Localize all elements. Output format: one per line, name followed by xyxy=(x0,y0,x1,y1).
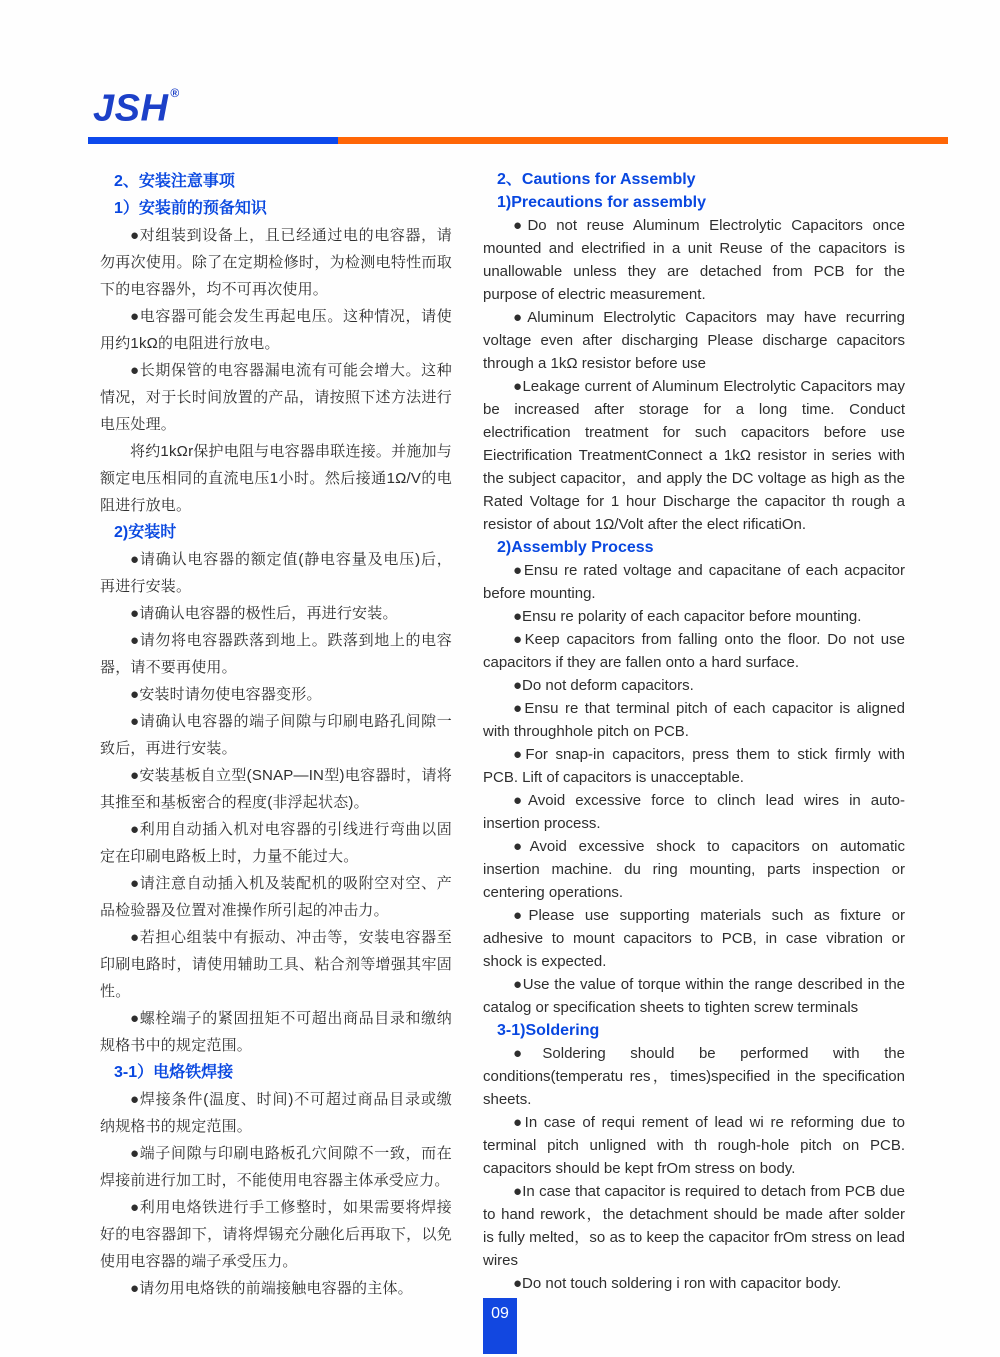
english-column-heading: 2、Cautions for Assembly xyxy=(497,171,696,188)
bullet-paragraph: ●Leakage current of Aluminum Electrolytic Capacitors may be increased after storage for a long time. Conduct electrification treatment for such capacitors before use Eiectrification TreatmentConnect a 1kΩ resistor in series with the subject capacitor，and apply the DC voltage as high as the Rated Voltage for 1 hour Discharge the capacitor th rough a resistor of about 1Ω/Volt after the elect rificatiOn. xyxy=(483,378,905,533)
jsh-logo xyxy=(93,82,178,130)
bullet-paragraph: ●Do not touch soldering i ron with capacitor body. xyxy=(513,1275,842,1292)
bullet-paragraph: ●利用电烙铁进行手工修整时，如果需要将焊接好的电容器卸下，请将焊锡充分融化后再取下，以免使用电容器的端子承受压力。 xyxy=(100,1199,452,1270)
bullet-paragraph: ●请勿将电容器跌落到地上。跌落到地上的电容器，请不要再使用。 xyxy=(100,632,452,676)
bullet-paragraph: ●Do not deform capacitors. xyxy=(513,677,694,694)
bullet-paragraph: ●请确认电容器的端子间隙与印刷电路孔间隙一致后，再进行安装。 xyxy=(100,713,452,757)
page-number: 09 xyxy=(491,1305,509,1322)
bullet-paragraph: ●Avoid excessive shock to capacitors on automatic insertion machine. du ring mounting, parts inspection or centering operations. xyxy=(483,838,905,901)
chinese-subheading-assembly: 2)安装时 xyxy=(114,524,177,541)
page-content xyxy=(100,168,905,1302)
bullet-paragraph: ●对组装到设备上，且已经通过电的电容器，请勿再次使用。除了在定期检修时，为检测电特性而取下的电容器外，均不可再次使用。 xyxy=(100,227,452,298)
chinese-subheading-soldering: 3-1）电烙铁焊接 xyxy=(114,1064,234,1081)
bullet-paragraph: ●焊接条件(温度、时间)不可超过商品目录或缴纳规格书的规定范围。 xyxy=(100,1091,452,1135)
english-subheading-assembly-process: 2)Assembly Process xyxy=(497,539,654,556)
registered-trademark-icon: ® xyxy=(170,86,180,100)
header-rule-blue-segment xyxy=(88,137,338,144)
bullet-paragraph: ●电容器可能会发生再起电压。这种情况，请使用约1kΩ的电阻进行放电。 xyxy=(100,308,452,352)
bullet-paragraph: ●安装时请勿使电容器变形。 xyxy=(130,686,322,703)
bullet-paragraph: ●Avoid excessive force to clinch lead wires in auto-insertion process. xyxy=(483,792,905,832)
bullet-paragraph: ●请确认电容器的额定值(静电容量及电压)后，再进行安装。 xyxy=(100,551,452,595)
header-rule xyxy=(88,137,948,144)
bullet-paragraph: ●安装基板自立型(SNAP—IN型)电容器时，请将其推至和基板密合的程度(非浮起状态)。 xyxy=(100,767,452,811)
page-number-badge xyxy=(483,1298,517,1354)
bullet-paragraph: ●螺栓端子的紧固扭矩不可超出商品目录和缴纳规格书中的规定范围。 xyxy=(100,1010,452,1054)
bullet-paragraph: ●Soldering should be performed with the conditions(temperatu res，times)specified in the specification sheets. xyxy=(483,1045,905,1108)
bullet-paragraph: ●利用自动插入机对电容器的引线进行弯曲以固定在印刷电路板上时，力量不能过大。 xyxy=(100,821,452,865)
bullet-paragraph: ●请确认电容器的极性后，再进行安装。 xyxy=(130,605,398,622)
bullet-paragraph: ●In case that capacitor is required to detach from PCB due to hand rework，the detachment should be made after solder is fully melted，so as to keep the capacitor frOm stress on lead wires xyxy=(483,1183,905,1269)
chinese-column xyxy=(100,168,452,1302)
chinese-column-heading: 2、安装注意事项 xyxy=(114,173,235,190)
bullet-paragraph: ●Please use supporting materials such as fixture or adhesive to mount capacitors to PCB, in case vibration or shock is expected. xyxy=(483,907,905,970)
chinese-subheading-preparation: 1）安装前的预备知识 xyxy=(114,200,267,217)
bullet-paragraph: ●In case of requi rement of lead wi re reforming due to terminal pitch unligned with th rough-hole pitch on PCB. capacitors should be kept frOm stress on body. xyxy=(483,1114,905,1177)
bullet-paragraph: ●Keep capacitors from falling onto the floor. Do not use capacitors if they are fallen onto a hard surface. xyxy=(483,631,905,671)
bullet-paragraph: ●长期保管的电容器漏电流有可能会增大。这种情况，对于长时间放置的产品，请按照下述方法进行电压处理。 xyxy=(100,362,452,433)
header-rule-orange-segment xyxy=(338,137,948,144)
bullet-paragraph: ●请勿用电烙铁的前端接触电容器的主体。 xyxy=(130,1280,413,1297)
english-subheading-soldering: 3-1)Soldering xyxy=(497,1022,600,1039)
bullet-paragraph: ●若担心组装中有振动、冲击等，安装电容器至印刷电路时，请使用辅助工具、粘合剂等增强其牢固性。 xyxy=(100,929,452,1000)
bullet-paragraph: ●Ensu re that terminal pitch of each capacitor is aligned with throughhole pitch on PCB. xyxy=(483,700,905,740)
bullet-paragraph: ●Ensu re rated voltage and capacitane of each acpacitor before mounting. xyxy=(483,562,905,602)
bullet-paragraph: ●For snap-in capacitors, press them to stick firmly with PCB. Lift of capacitors is unacceptable. xyxy=(483,746,905,786)
plain-paragraph: 将约1kΩr保护电阻与电容器串联连接。并施加与额定电压相同的直流电压1小时。然后接通1Ω/V的电阻进行放电。 xyxy=(100,443,452,514)
bullet-paragraph: ●请注意自动插入机及装配机的吸附空对空、产品检验器及位置对准操作所引起的冲击力。 xyxy=(100,875,452,919)
english-column xyxy=(483,168,905,1302)
bullet-paragraph: ●端子间隙与印刷电路板孔穴间隙不一致，而在焊接前进行加工时，不能使用电容器主体承受应力。 xyxy=(100,1145,452,1189)
bullet-paragraph: ●Do not reuse Aluminum Electrolytic Capacitors once mounted and electrified in a unit Reuse of the capacitors is unallowable unless they are detached from PCB for the purpose of electric measurement. xyxy=(483,217,905,303)
bullet-paragraph: ●Ensu re polarity of each capacitor before mounting. xyxy=(513,608,862,625)
bullet-paragraph: ●Use the value of torque within the range described in the catalog or specification sheets to tighten screw terminals xyxy=(483,976,905,1016)
english-subheading-precautions: 1)Precautions for assembly xyxy=(497,194,706,211)
bullet-paragraph: ●Aluminum Electrolytic Capacitors may have recurring voltage even after discharging Please discharge capacitors through a 1kΩ resistor before use xyxy=(483,309,905,372)
jsh-logo-text: JSH xyxy=(93,87,169,130)
